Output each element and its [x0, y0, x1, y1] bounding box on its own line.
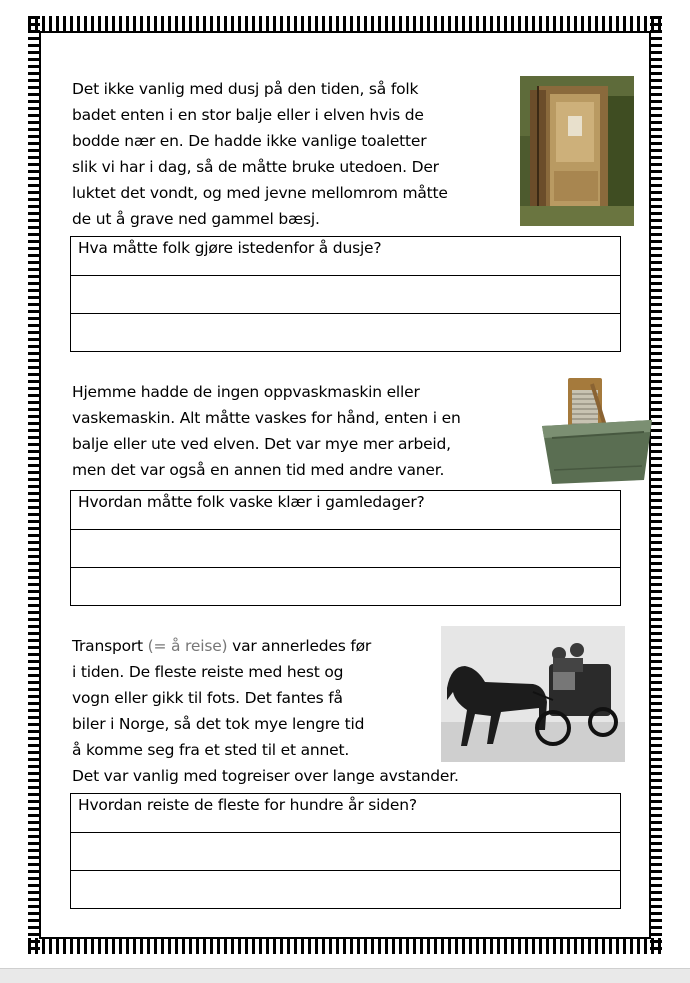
question1-text: Hva måtte folk gjøre istedenfor å dusje? — [78, 239, 382, 257]
question1-row — [71, 237, 620, 275]
text-line: vaskemaskin. Alt måtte vaskes for hånd, enten i en — [72, 409, 461, 427]
border-bottom — [28, 938, 662, 954]
text-line: balje eller ute ved elven. Det var mye mer arbeid, — [72, 435, 451, 453]
horse-carriage-photo — [441, 626, 625, 766]
text-line: Det ikke vanlig med dusj på den tiden, så folk — [72, 80, 419, 98]
border-top — [28, 16, 662, 32]
transport-word: Transport — [72, 637, 148, 655]
answer3-line2[interactable] — [71, 870, 620, 908]
viewer-bottom-bar — [0, 968, 690, 983]
answer2-line2[interactable] — [71, 567, 620, 605]
question3-row — [71, 794, 620, 832]
text-line: luktet det vondt, og med jevne mellomrom måtte — [72, 184, 448, 202]
section1-paragraph — [72, 76, 448, 232]
question3-box — [70, 793, 621, 909]
washtub-washboard-photo — [540, 374, 654, 490]
text-line: badet enten i en stor balje eller i elven hvis de — [72, 106, 424, 124]
text-line — [72, 633, 459, 659]
transport-definition: (= å reise) — [147, 637, 228, 655]
text-line: de ut å grave ned gammel bæsj. — [72, 210, 320, 228]
text-line: i tiden. De fleste reiste med hest og — [72, 663, 344, 681]
text-line: Det var vanlig med togreiser over lange avstander. — [72, 767, 459, 785]
answer3-line1[interactable] — [71, 832, 620, 870]
text-line: bodde nær en. De hadde ikke vanlige toaletter — [72, 132, 427, 150]
text-line: slik vi har i dag, så de måtte bruke utedoen. Der — [72, 158, 439, 176]
answer2-line1[interactable] — [71, 529, 620, 567]
question2-text: Hvordan måtte folk vaske klær i gamledager? — [78, 493, 425, 511]
outhouse-photo — [520, 76, 634, 230]
answer1-line1[interactable] — [71, 275, 620, 313]
text-line: vogn eller gikk til fots. Det fantes få — [72, 689, 343, 707]
text-fragment: var annerledes før — [227, 637, 372, 655]
answer1-line2[interactable] — [71, 313, 620, 351]
question2-row — [71, 491, 620, 529]
question2-box — [70, 490, 621, 606]
section3-paragraph — [72, 633, 459, 789]
question3-text: Hvordan reiste de fleste for hundre år siden? — [78, 796, 417, 814]
text-line: men det var også en annen tid med andre vaner. — [72, 461, 445, 479]
question1-box — [70, 236, 621, 352]
section2-paragraph — [72, 379, 461, 483]
text-line: Hjemme hadde de ingen oppvaskmaskin eller — [72, 383, 420, 401]
text-line: biler i Norge, så det tok mye lengre tid — [72, 715, 365, 733]
text-line: å komme seg fra et sted til et annet. — [72, 741, 350, 759]
